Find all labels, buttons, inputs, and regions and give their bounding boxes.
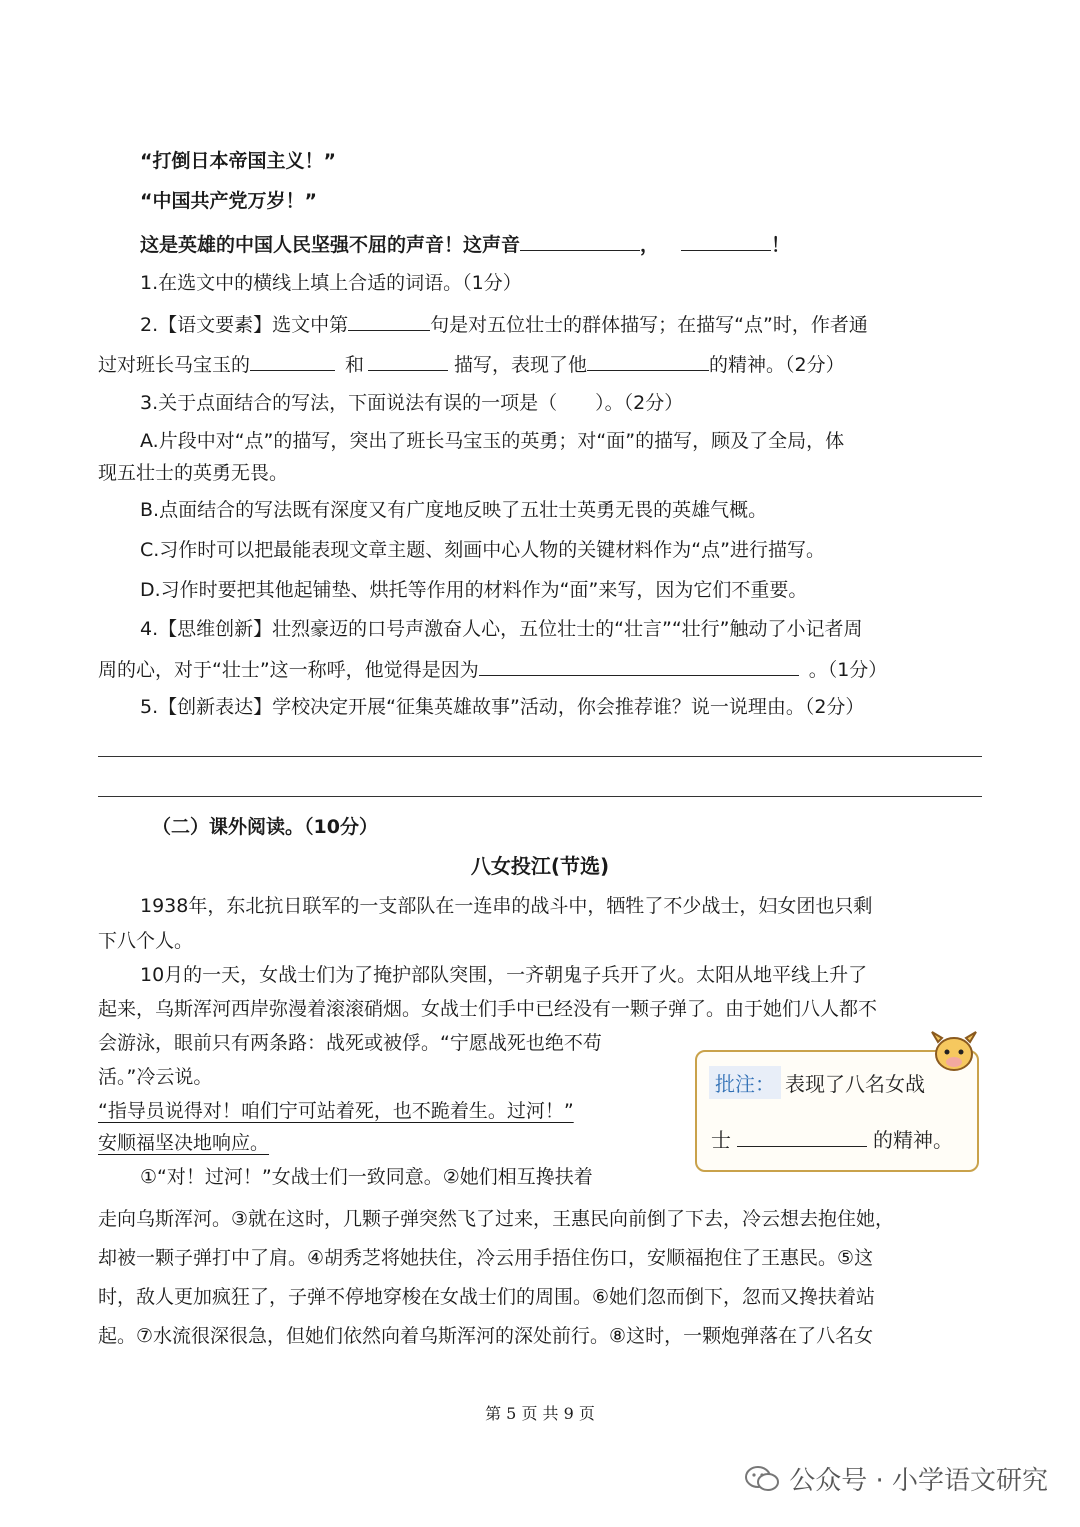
annotation-text-2 [711, 1124, 953, 1153]
question-4-line2 [98, 655, 887, 683]
blank[interactable] [737, 1126, 867, 1147]
option-a-line2: 现五壮士的英勇无畏。 [98, 462, 289, 484]
annotation-label: 批注： [709, 1066, 781, 1099]
question-4-line1: 4.【思维创新】壮烈豪迈的口号声激奋人心，五位壮士的“壮言”“壮行”触动了小记者周 [140, 618, 863, 640]
para4-line5: 起。⑦水流很深很急，但她们依然向着乌斯浑河的深处前行。⑧这时，一颗炮弹落在了八名女 [98, 1325, 874, 1347]
para1-line2: 下八个人。 [98, 930, 194, 952]
para2-line2: 起来，乌斯浑河西岸弥漫着滚滚硝烟。女战士们手中已经没有一颗子弹了。由于她们八人都不 [98, 998, 878, 1020]
cow-mascot-icon [928, 1024, 980, 1074]
wechat-icon [745, 1465, 779, 1493]
annotation-text-2a: 士 [711, 1128, 731, 1152]
line-slogan-2: “中国共产党万岁！” [140, 190, 317, 212]
question-1: 1.在选文中的横线上填上合适的词语。（1分） [140, 272, 522, 294]
blank[interactable] [348, 310, 430, 331]
para1-line1: 1938年，东北抗日联军的一支部队在一连串的战斗中，牺牲了不少战士，妇女团也只剩 [140, 895, 873, 917]
option-a-line1: A.片段中对“点”的描写，突出了班长马宝玉的英勇；对“面”的描写，顾及了全局，体 [140, 430, 845, 452]
q4-text-c: 。（1分） [808, 659, 888, 681]
voice-text: 这是英雄的中国人民坚强不屈的声音！这声音 [140, 234, 521, 256]
passage-title: 八女投江(节选) [470, 854, 610, 878]
watermark [745, 1460, 1048, 1497]
q2-text-d: 和 [345, 354, 365, 376]
q2-text-c: 过对班长马宝玉的 [98, 354, 251, 376]
comma: ， [640, 234, 660, 256]
exclaim: ！ [771, 234, 791, 256]
question-2-line1 [140, 310, 868, 338]
para3-line1: “指导员说得对！咱们宁可站着死，也不跪着生。过河！” [98, 1100, 574, 1122]
option-b: B.点面结合的写法既有深度又有广度地反映了五壮士英勇无畏的英雄气概。 [140, 499, 768, 521]
blank[interactable] [681, 230, 771, 251]
q2-text-e: 描写，表现了他 [454, 354, 588, 376]
blank[interactable] [587, 350, 709, 371]
question-2-line2 [98, 350, 845, 378]
annotation-text-1: 表现了八名女战 [785, 1072, 925, 1096]
para2-line1: 10月的一天，女战士们为了掩护部队突围，一齐朝鬼子兵开了火。太阳从地平线上升了 [140, 964, 868, 986]
q2-text-b: 句是对五位壮士的群体描写；在描写“点”时，作者通 [430, 314, 868, 336]
line-slogan-1: “打倒日本帝国主义！” [140, 150, 336, 172]
para4-line1: ①“对！过河！”女战士们一致同意。②她们相互搀扶着 [140, 1166, 593, 1188]
line-voice [140, 230, 790, 258]
question-5: 5.【创新表达】学校决定开展“征集英雄故事”活动，你会推荐谁？说一说理由。（2分） [140, 696, 865, 718]
answer-line-2[interactable] [98, 796, 982, 797]
watermark-text: 公众号 · 小学语文研究 [789, 1466, 1048, 1496]
q2-text-f: 的精神。（2分） [709, 354, 845, 376]
question-3: 3.关于点面结合的写法，下面说法有误的一项是（ ）。（2分） [140, 392, 684, 414]
para4-line2: 走向乌斯浑河。③就在这时，几颗子弹突然飞了过来，王惠民向前倒了下去，冷云想去抱住她， [98, 1208, 895, 1230]
para2-line3: 会游泳，眼前只有两条路：战死或被俘。“宁愿战死也绝不苟 [98, 1032, 602, 1054]
blank[interactable] [250, 350, 335, 371]
para3-line2: 安顺福坚决地响应。 [98, 1132, 270, 1154]
para2-line4: 活。”冷云说。 [98, 1066, 213, 1088]
option-d: D.习作时要把其他起铺垫、烘托等作用的材料作为“面”来写，因为它们不重要。 [140, 579, 808, 601]
option-c: C.习作时可以把最能表现文章主题、刻画中心人物的关键材料作为“点”进行描写。 [140, 539, 825, 561]
section-heading: （二）课外阅读。（10分） [152, 816, 378, 838]
para4-line4: 时，敌人更加疯狂了，子弹不停地穿梭在女战士们的周围。⑥她们忽而倒下，忽而又搀扶着站 [98, 1286, 876, 1308]
para4-line3: 却被一颗子弹打中了肩。④胡秀芝将她扶住，冷云用手捂住伤口，安顺福抱住了王惠民。⑤这 [98, 1247, 874, 1269]
blank[interactable] [520, 230, 640, 251]
blank[interactable] [368, 350, 448, 371]
q2-text-a: 2.【语文要素】选文中第 [140, 314, 349, 336]
q4-text-b: 周的心，对于“壮士”这一称呼，他觉得是因为 [98, 659, 479, 681]
annotation-text-2b: 的精神。 [873, 1128, 953, 1152]
answer-line-1[interactable] [98, 756, 982, 757]
page-footer: 第 5 页 共 9 页 [485, 1404, 595, 1423]
blank[interactable] [479, 655, 799, 676]
